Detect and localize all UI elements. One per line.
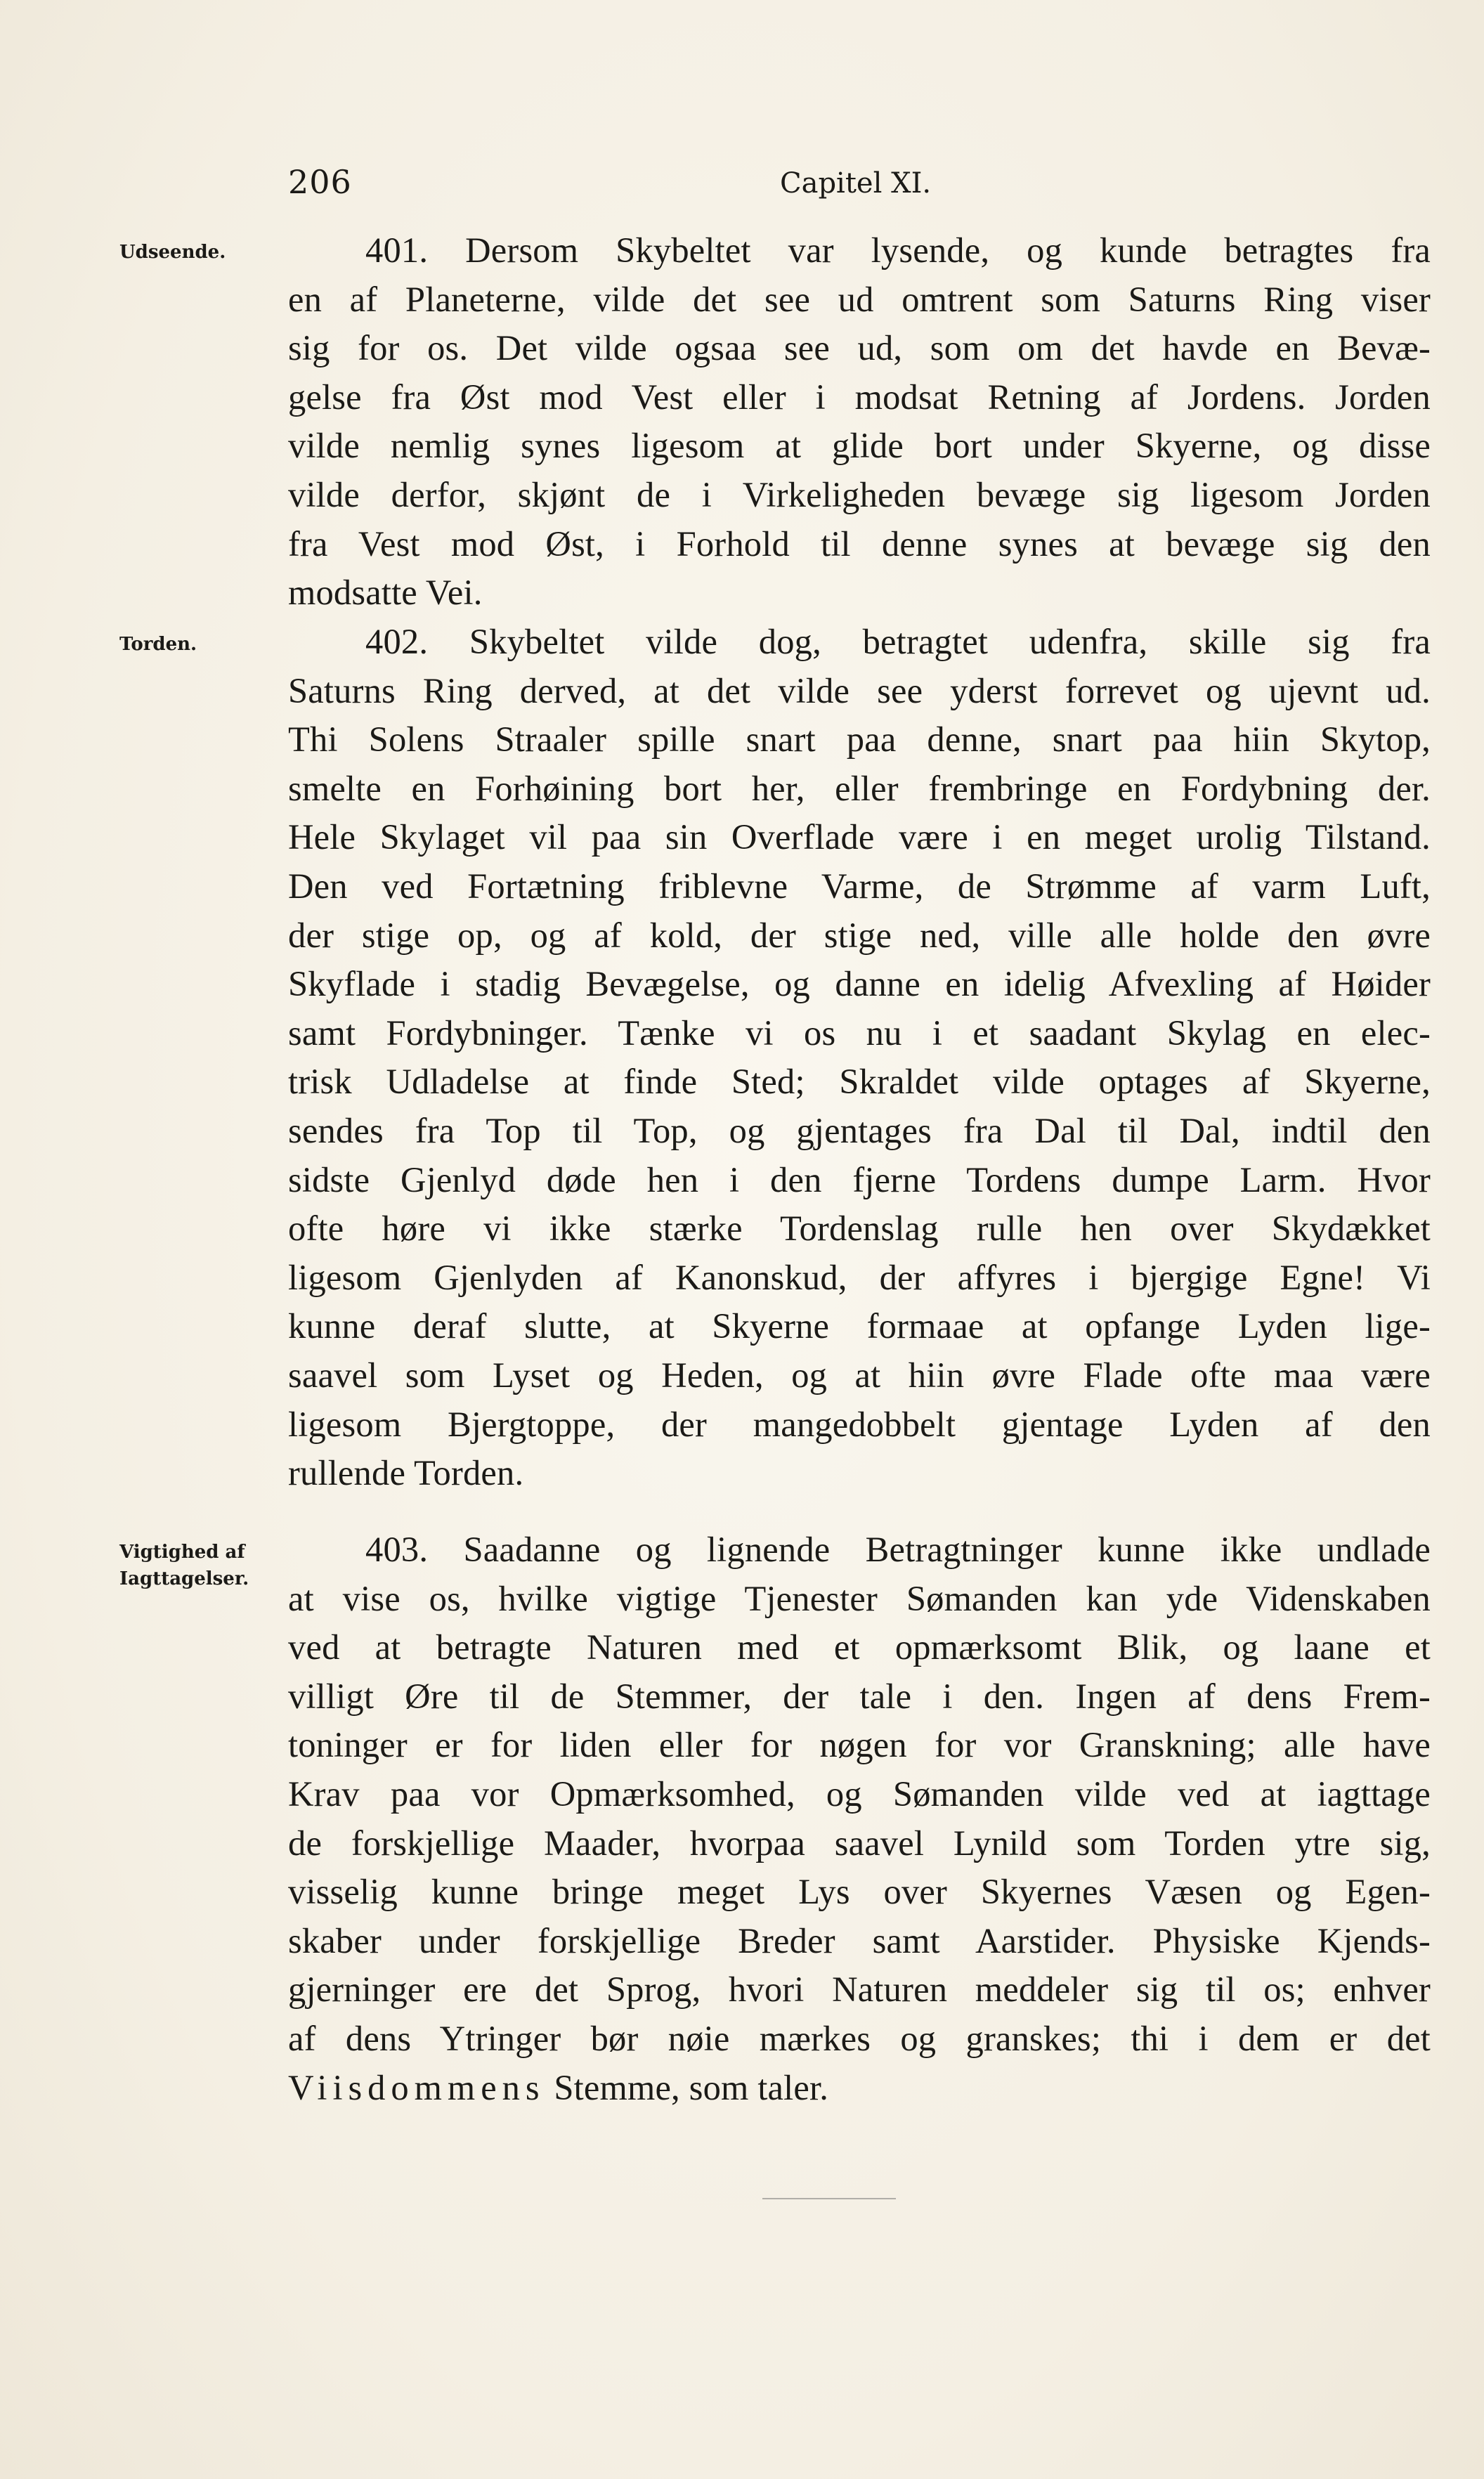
paragraph-403 bbox=[288, 1525, 1431, 2112]
text-line: Saturns Ring derved, at det vilde see yderst forrevet og ujevnt ud. bbox=[288, 670, 1431, 710]
text-line: en af Planeterne, vilde det see ud omtrent som Saturns Ring viser bbox=[288, 279, 1431, 319]
text-line: sendes fra Top til Top, og gjentages fra Dal til Dal, indtil den bbox=[288, 1110, 1431, 1150]
text-line: skaber under forskjellige Breder samt Aarstider. Physiske Kjends- bbox=[288, 1920, 1431, 1960]
paragraph-401 bbox=[288, 226, 1431, 618]
text-line: trisk Udladelse at finde Sted; Skraldet vilde optages af Skyerne, bbox=[288, 1062, 1431, 1102]
text-line-final bbox=[288, 2064, 1431, 2113]
text-line: Thi Solens Straaler spille snart paa denne, snart paa hiin Skytop, bbox=[288, 720, 1431, 760]
paragraph-402 bbox=[288, 618, 1431, 1498]
text-line: kunne deraf slutte, at Skyerne formaae at opfange Lyden lige- bbox=[288, 1306, 1431, 1346]
margin-note-torden: Torden. bbox=[119, 634, 197, 655]
text-line: saavel som Lyset og Heden, og at hiin øvre Flade ofte maa være bbox=[288, 1355, 1431, 1395]
text-line: Dersom Skybeltet var lysende, og kunde betragtes fra bbox=[465, 230, 1431, 270]
text-line: der stige op, og af kold, der stige ned, ville alle holde den øvre bbox=[288, 915, 1431, 955]
text-line: samt Fordybninger. Tænke vi os nu i et saadant Skylag en elec- bbox=[288, 1013, 1431, 1053]
text-line: at vise os, hvilke vigtige Tjenester Sømanden kan yde Videnskaben bbox=[288, 1578, 1431, 1618]
text-line: visselig kunne bringe meget Lys over Skyernes Væsen og Egen- bbox=[288, 1872, 1431, 1912]
text-line: sig for os. Det vilde ogsaa see ud, som om det havde en Bevæ- bbox=[288, 328, 1431, 368]
spaced-word: Viisdommens bbox=[288, 2067, 545, 2107]
text-line: gjerninger ere det Sprog, hvori Naturen meddeler sig til os; enhver bbox=[288, 1970, 1431, 2010]
text-line: ligesom Gjenlyden af Kanonskud, der affyres i bjergige Egne! Vi bbox=[288, 1257, 1431, 1297]
margin-note-vigtighed-line: Vigtighed af bbox=[119, 1542, 245, 1563]
running-head: Capitel XI. bbox=[780, 167, 932, 200]
text-line: Skybeltet vilde dog, betragtet udenfra, skille sig fra bbox=[469, 622, 1431, 661]
page-header bbox=[288, 163, 1433, 205]
text-line: modsatte Vei. bbox=[288, 573, 483, 613]
text-line: de forskjellige Maader, hvorpaa saavel Lynild som Torden ytre sig, bbox=[288, 1823, 1431, 1863]
page-number: 206 bbox=[288, 163, 352, 201]
closing-rule bbox=[762, 2198, 896, 2199]
margin-note-vigtighed bbox=[119, 1539, 288, 1592]
margin-note-udseende: Udseende. bbox=[119, 242, 226, 263]
paragraph-number: 403. bbox=[365, 1530, 429, 1569]
text-line: Krav paa vor Opmærksomhed, og Sømanden vilde ved at iagttage bbox=[288, 1774, 1431, 1814]
text-line: gelse fra Øst mod Vest eller i modsat Retning af Jordens. Jorden bbox=[288, 377, 1431, 417]
text-line: Saadanne og lignende Betragtninger kunne ikke undlade bbox=[463, 1530, 1431, 1569]
paragraph-number: 402. bbox=[365, 622, 429, 661]
text-line: vilde nemlig synes ligesom at glide bort under Skyerne, og disse bbox=[288, 426, 1431, 466]
text-line: Skyflade i stadig Bevægelse, og danne en idelig Afvexling af Høider bbox=[288, 964, 1431, 1004]
text-line: rullende Torden. bbox=[288, 1453, 524, 1493]
text-line: af dens Ytringer bør nøie mærkes og granskes; thi i dem er det bbox=[288, 2018, 1431, 2058]
text-line: villigt Øre til de Stemmer, der tale i den. Ingen af dens Frem- bbox=[288, 1676, 1431, 1716]
text-line: ligesom Bjergtoppe, der mangedobbelt gjentage Lyden af den bbox=[288, 1404, 1431, 1444]
text-line: sidste Gjenlyd døde hen i den fjerne Tordens dumpe Larm. Hvor bbox=[288, 1159, 1431, 1199]
text-line-rest: Stemme, som taler. bbox=[545, 2067, 829, 2107]
text-line: smelte en Forhøining bort her, eller frembringe en Fordybning der. bbox=[288, 768, 1431, 808]
text-line: Hele Skylaget vil paa sin Overflade være i en meget urolig Tilstand. bbox=[288, 817, 1431, 857]
text-line: Den ved Fortætning friblevne Varme, de Strømme af varm Luft, bbox=[288, 866, 1431, 906]
text-line: ved at betragte Naturen med et opmærksomt Blik, og laane et bbox=[288, 1627, 1431, 1667]
text-line: vilde derfor, skjønt de i Virkeligheden bevæge sig ligesom Jorden bbox=[288, 474, 1431, 514]
text-line: fra Vest mod Øst, i Forhold til denne synes at bevæge sig den bbox=[288, 523, 1431, 564]
paragraph-number: 401. bbox=[365, 230, 429, 270]
margin-note-vigtighed-line: Iagttagelser. bbox=[119, 1568, 249, 1589]
text-line: ofte høre vi ikke stærke Tordenslag rulle hen over Skydækket bbox=[288, 1209, 1431, 1249]
text-line: toninger er for liden eller for nøgen for vor Granskning; alle have bbox=[288, 1725, 1431, 1765]
